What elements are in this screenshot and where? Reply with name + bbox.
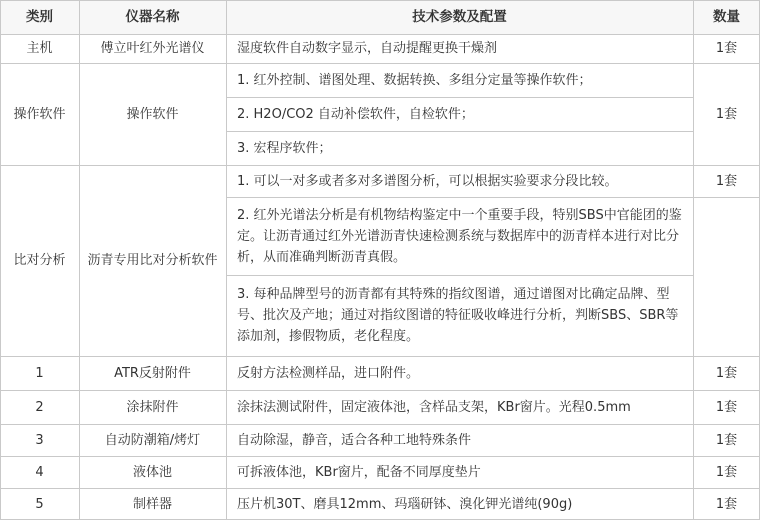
- accessory-1-name: ATR反射附件: [114, 365, 191, 381]
- grid-line: [693, 0, 694, 520]
- header-name: [79, 0, 226, 34]
- accessory-5-qty: 1套: [715, 496, 738, 512]
- grid-line: [0, 356, 760, 357]
- accessory-4-qty: 1套: [715, 464, 738, 480]
- host-spec: 湿度软件自动数字显示，自动提醒更换干燥剂: [237, 41, 498, 56]
- compare-spec-3: 3. 每种品牌型号的沥青都有其特殊的指纹图谱，通过谱图对比确定品牌、型号、批次及产地；通过对指纹图谱的特征吸收峰进行分析，判断SBS、SBR等添加剂，掺假物质，老化程度。: [237, 287, 679, 344]
- grid-line: [226, 131, 693, 132]
- header-name-text: 仪器名称: [125, 8, 180, 25]
- accessory-1-spec: 反射方法检测样品，进口附件。: [237, 365, 420, 381]
- grid-line: [0, 456, 760, 457]
- software-spec-1: 1. 红外控制、谱图处理、数据转换、多组分定量等操作软件；: [237, 72, 592, 88]
- header-spec-text: 技术参数及配置: [412, 8, 507, 25]
- accessory-4-spec: 可拆液体池，KBr窗片，配备不同厚度垫片: [237, 464, 481, 480]
- grid-line: [0, 0, 1, 520]
- header-category-text: 类别: [26, 8, 53, 25]
- grid-line: [79, 0, 80, 520]
- software-name: 操作软件: [126, 106, 179, 122]
- grid-line: [0, 0, 760, 1]
- accessory-2-name: 涂抹附件: [126, 399, 179, 415]
- accessory-5-no: 5: [35, 496, 44, 512]
- grid-line: [0, 63, 760, 64]
- compare-spec-1: 1. 可以一对多或者多对多谱图分析，可以根据实验要求分段比较。: [237, 173, 618, 189]
- grid-line: [226, 197, 760, 198]
- grid-line: [0, 488, 760, 489]
- accessory-3-qty: 1套: [715, 432, 738, 448]
- accessory-2-qty: 1套: [715, 399, 738, 415]
- software-category: 操作软件: [13, 106, 66, 122]
- accessory-5-spec: 压片机30T、磨具12mm、玛瑙研钵、溴化钾光谱纯(90g): [237, 496, 573, 512]
- header-qty-text: 数量: [713, 8, 740, 25]
- grid-line: [0, 165, 760, 166]
- grid-line: [0, 34, 760, 35]
- host-category: 主机: [26, 41, 53, 56]
- host-name: 傅立叶红外光谱仪: [100, 41, 205, 56]
- accessory-2-spec: 涂抹法测试附件，固定液体池，含样品支架，KBr窗片。光程0.5mm: [237, 399, 631, 415]
- compare-category: 比对分析: [13, 253, 66, 268]
- accessory-3-no: 3: [35, 432, 44, 448]
- accessory-3-spec: 自动除湿，静音，适合各种工地特殊条件: [237, 432, 472, 448]
- accessory-1-qty: 1套: [715, 365, 738, 381]
- accessory-5-name: 制样器: [132, 496, 172, 512]
- header-qty: [693, 0, 760, 34]
- accessory-2-no: 2: [35, 399, 44, 415]
- grid-line: [226, 0, 227, 520]
- accessory-3-name: 自动防潮箱/烤灯: [104, 432, 201, 448]
- accessory-1-no: 1: [35, 365, 44, 381]
- compare-name: 沥青专用比对分析软件: [87, 253, 218, 268]
- grid-line: [226, 97, 693, 98]
- compare-spec-2: 2. 红外光谱法分析是有机物结构鉴定中一个重要手段，特别SBS中官能团的鉴定。让沥青通过红外光谱沥青快速检测系统与数据库中的沥青样本进行对比分析，从而准确判断沥青真假。: [237, 207, 682, 265]
- software-qty: 1套: [715, 106, 738, 122]
- header-spec: [226, 0, 693, 34]
- grid-line: [0, 390, 760, 391]
- header-category: [0, 0, 79, 34]
- software-spec-3: 3. 宏程序软件；: [237, 140, 332, 156]
- host-qty: 1套: [715, 41, 738, 56]
- accessory-4-name: 液体池: [132, 464, 172, 480]
- grid-line: [226, 275, 693, 276]
- grid-line: [0, 424, 760, 425]
- accessory-4-no: 4: [35, 464, 44, 480]
- compare-qty: 1套: [715, 173, 738, 189]
- software-spec-2: 2. H2O/CO2 自动补偿软件，自检软件；: [237, 106, 474, 122]
